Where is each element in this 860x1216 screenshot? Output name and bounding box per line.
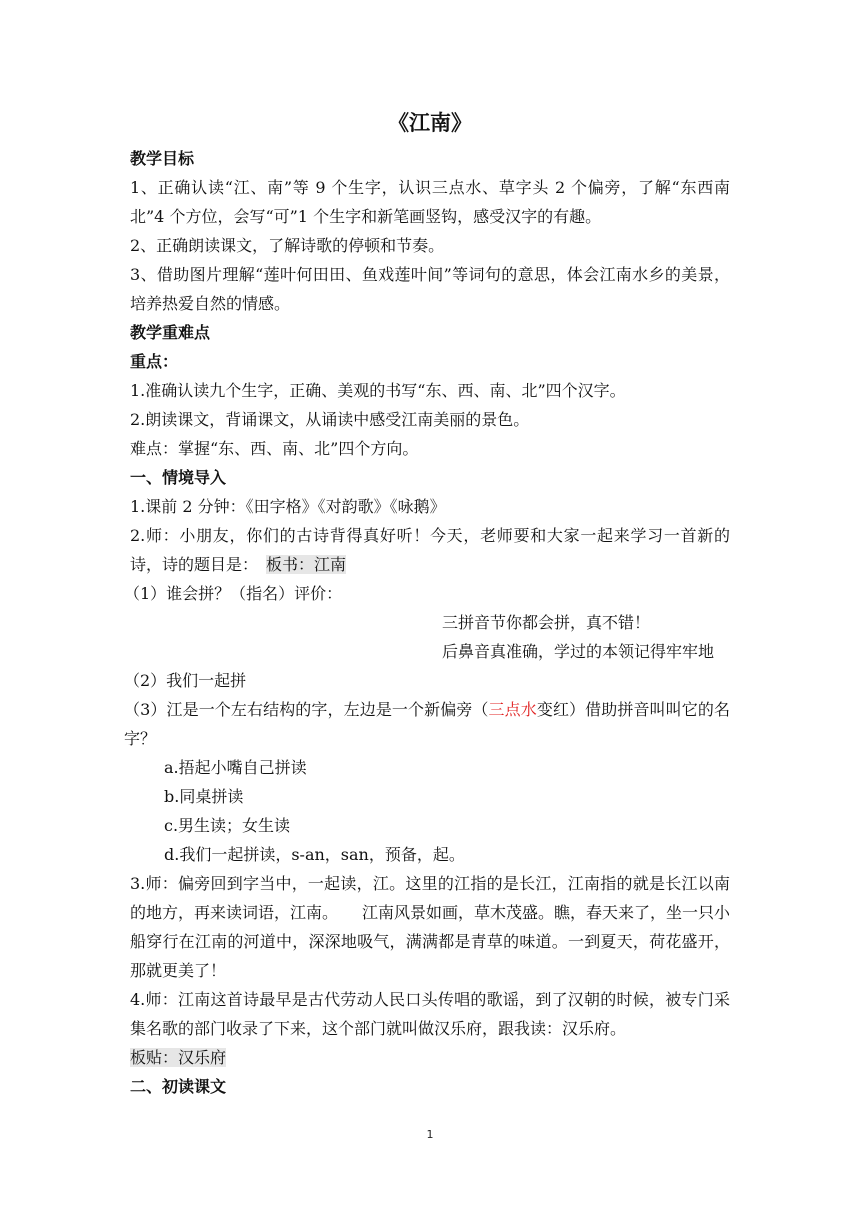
sub-item-c: c.男生读；女生读 [164,816,291,835]
key-point-1: 1.准确认读九个生字，正确、美观的书写“东、西、南、北”四个汉字。 [130,381,626,400]
sub-item-b: b.同桌拼读 [164,787,244,806]
question-3-part-b: 变红）借助拼音叫叫它的名字？ [124,700,730,748]
evaluation-2: 后鼻音真准确，学过的本领记得牢牢地 [442,642,715,661]
sub-item-d: d.我们一起拼读，s-an，san，预备，起。 [164,845,465,864]
question-2: （2）我们一起拼 [124,671,247,690]
question-3 [124,695,730,753]
question-3-part-a: （3）江是一个左右结构的字，左边是一个新偏旁（ [124,700,489,719]
section-heading-first-reading: 二、初读课文 [130,1077,227,1096]
board-paste-label: 板贴：汉乐府 [130,1048,227,1067]
intro-step-3: 3.师：偏旁回到字当中，一起读，江。这里的江指的是长江，江南指的就是长江以南的地方，再来读词语，江南。 江南风景如画，草木茂盛。瞧，春天来了，坐一只小船穿行在江南的河道中，深深地吸气，满满都是青草的味道。一到夏天，荷花盛开，那就更美了！ [130,874,731,980]
key-points-label: 重点： [130,352,179,371]
intro-step-2-text: 2.师：小朋友，你们的古诗背得真好听！今天，老师要和大家一起来学习一首新的诗，诗的题目是： [130,526,730,574]
radical-highlight: 三点水 [488,700,537,719]
difficulty-point: 难点：掌握“东、西、南、北”四个方向。 [130,439,419,458]
question-1: （1）谁会拼？（指名）评价： [124,584,343,603]
section-heading-intro: 一、情境导入 [130,468,227,487]
goal-2: 2、正确朗读课文，了解诗歌的停顿和节奏。 [130,236,445,255]
intro-step-2 [130,521,730,579]
section-heading-key-points: 教学重难点 [130,323,211,342]
key-point-2: 2.朗读课文，背诵课文，从诵读中感受江南美丽的景色。 [130,410,530,429]
goal-3: 3、借助图片理解“莲叶何田田、鱼戏莲叶间”等词句的意思，体会江南水乡的美景，培养热爱自然的情感。 [130,265,730,313]
intro-step-4: 4.师：江南这首诗最早是古代劳动人民口头传唱的歌谣，到了汉朝的时候，被专门采集名歌的部门收录了下来，这个部门就叫做汉乐府，跟我读：汉乐府。 [130,990,730,1038]
intro-step-1: 1.课前 2 分钟：《田字格》《对韵歌》《咏鹅》 [130,497,446,516]
evaluation-1: 三拼音节你都会拼，真不错！ [442,613,651,632]
sub-item-a: a.捂起小嘴自己拼读 [164,758,307,777]
document-body [124,108,731,1101]
section-heading-goals: 教学目标 [130,149,195,168]
board-note-jiangnan: 板书：江南 [266,555,347,574]
document-title: 《江南》 [388,110,472,135]
goal-1: 1、正确认读“江、南”等 9 个生字，认识三点水、草字头 2 个偏旁，了解“东西南北”4 个方位，会写“可”1 个生字和新笔画竖钩，感受汉字的有趣。 [130,178,730,226]
page-number: 1 [426,1128,434,1141]
board-paste-note [130,1043,730,1072]
